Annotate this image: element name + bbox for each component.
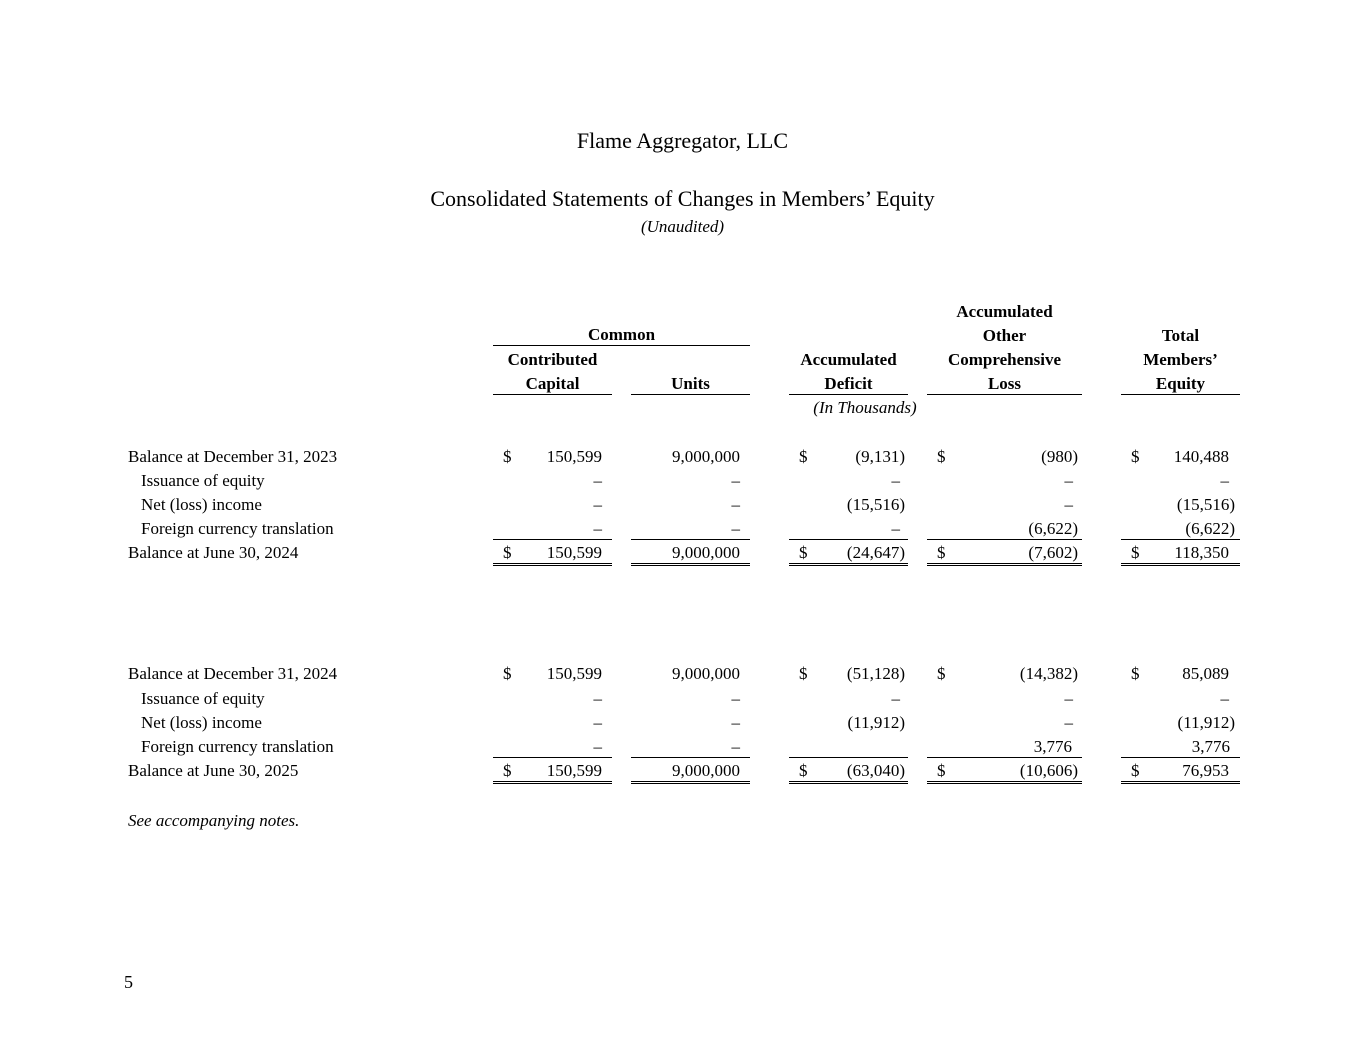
cell-units: –	[631, 519, 750, 540]
dollar-sign: $	[937, 543, 946, 562]
cell-capital: –	[493, 737, 612, 758]
cell-total: 85,089	[1182, 664, 1229, 683]
cell-capital: 150,599	[546, 543, 602, 562]
in-thousands-label: (In Thousands)	[813, 398, 917, 417]
dollar-sign: $	[937, 664, 946, 683]
cell-aocl: –	[1064, 495, 1073, 514]
cell-capital: 150,599	[546, 761, 602, 780]
cell-capital: –	[593, 713, 602, 732]
cell-aocl: –	[1064, 713, 1073, 732]
cell-aocl: (980)	[1041, 447, 1078, 466]
cell-deficit: (63,040)	[846, 761, 905, 780]
dollar-sign: $	[937, 447, 946, 466]
cell-total: 118,350	[1174, 543, 1229, 562]
cell-deficit: (24,647)	[846, 543, 905, 562]
header-total-line1: Total	[1161, 326, 1200, 345]
dollar-sign: $	[1131, 543, 1140, 562]
cell-total: 3,776	[1121, 737, 1240, 758]
cell-capital: –	[493, 519, 612, 540]
cell-units: 9,000,000	[631, 761, 750, 784]
unaudited-label: (Unaudited)	[640, 217, 725, 236]
cell-deficit: (9,131)	[855, 447, 905, 466]
header-aocl-line2: Other	[982, 326, 1027, 345]
cell-aocl: (10,606)	[1019, 761, 1078, 780]
cell-units: –	[731, 713, 740, 732]
cell-aocl: (6,622)	[927, 519, 1082, 540]
dollar-sign: $	[799, 761, 808, 780]
cell-capital: –	[593, 689, 602, 708]
dollar-sign: $	[799, 543, 808, 562]
cell-deficit: –	[789, 519, 908, 540]
cell-capital: 150,599	[546, 447, 602, 466]
row-label: Balance at December 31, 2024	[128, 664, 338, 683]
dollar-sign: $	[1131, 761, 1140, 780]
cell-total: 140,488	[1173, 447, 1229, 466]
cell-total: 76,953	[1182, 761, 1229, 780]
header-common-group: Common	[493, 325, 750, 346]
cell-aocl: 3,776	[927, 737, 1082, 758]
statement-title: Consolidated Statements of Changes in Members’ Equity	[430, 186, 935, 211]
cell-total: (6,622)	[1121, 519, 1240, 540]
dollar-sign: $	[503, 761, 512, 780]
dollar-sign: $	[937, 761, 946, 780]
row-label: Net (loss) income	[141, 495, 262, 514]
header-total-line2: Members’	[1143, 350, 1218, 369]
row-label: Balance at June 30, 2025	[128, 761, 299, 780]
cell-aocl: (14,382)	[1019, 664, 1078, 683]
header-contributed-line1: Contributed	[507, 350, 598, 369]
header-deficit-line2: Deficit	[789, 374, 908, 395]
cell-units: 9,000,000	[672, 447, 740, 466]
header-aocl-line1: Accumulated	[956, 302, 1053, 321]
dollar-sign: $	[1131, 447, 1140, 466]
cell-units: –	[631, 737, 750, 758]
cell-deficit: –	[891, 471, 900, 490]
company-name: Flame Aggregator, LLC	[576, 128, 789, 153]
dollar-sign: $	[799, 447, 808, 466]
dollar-sign: $	[503, 447, 512, 466]
cell-deficit: (51,128)	[846, 664, 905, 683]
cell-deficit: (15,516)	[846, 495, 905, 514]
cell-capital: 150,599	[546, 664, 602, 683]
cell-units: 9,000,000	[631, 543, 750, 566]
cell-capital: –	[593, 495, 602, 514]
row-label: Foreign currency translation	[141, 519, 334, 538]
row-label: Balance at December 31, 2023	[128, 447, 338, 466]
cell-total: (15,516)	[1176, 495, 1235, 514]
header-deficit-line1: Accumulated	[800, 350, 897, 369]
cell-aocl: –	[1064, 471, 1073, 490]
dollar-sign: $	[1131, 664, 1140, 683]
page-number: 5	[124, 972, 133, 992]
cell-deficit: (11,912)	[847, 713, 905, 732]
accompanying-notes: See accompanying notes.	[128, 811, 300, 830]
cell-total: –	[1220, 689, 1229, 708]
cell-deficit: –	[891, 689, 900, 708]
header-aocl-line3: Comprehensive	[947, 350, 1061, 369]
dollar-sign: $	[503, 543, 512, 562]
cell-total: (11,912)	[1177, 713, 1235, 732]
row-label: Net (loss) income	[141, 713, 262, 732]
row-label: Balance at June 30, 2024	[128, 543, 299, 562]
header-units: Units	[631, 374, 750, 395]
dollar-sign: $	[503, 664, 512, 683]
header-aocl-line4: Loss	[927, 374, 1082, 395]
cell-units: –	[731, 689, 740, 708]
cell-units: 9,000,000	[672, 664, 740, 683]
dollar-sign: $	[799, 664, 808, 683]
cell-capital: –	[593, 471, 602, 490]
cell-units: –	[731, 471, 740, 490]
cell-total: –	[1220, 471, 1229, 490]
cell-aocl: –	[1064, 689, 1073, 708]
header-total-line3: Equity	[1121, 374, 1240, 395]
cell-deficit	[789, 737, 908, 758]
cell-aocl: (7,602)	[1028, 543, 1078, 562]
header-contributed-line2: Capital	[493, 374, 612, 395]
row-label: Foreign currency translation	[141, 737, 334, 756]
row-label: Issuance of equity	[141, 689, 265, 708]
cell-units: –	[731, 495, 740, 514]
row-label: Issuance of equity	[141, 471, 265, 490]
